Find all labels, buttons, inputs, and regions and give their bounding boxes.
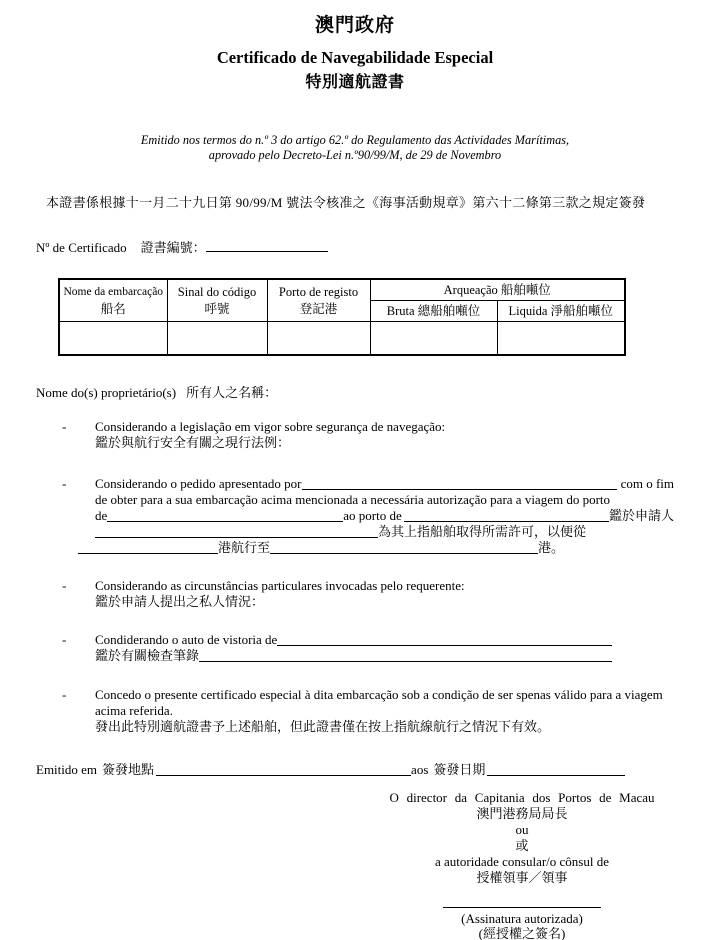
signature-blank-line	[443, 886, 601, 908]
clause-legislation-pt: Considerando a legislação em vigor sobre segurança de navegação:	[95, 419, 446, 434]
clause-request-zh-line4: 為其上指船舶取得所需許可，以便從	[378, 524, 587, 539]
col-header-registry-port-zh: 登記港	[299, 301, 338, 316]
col-header-code-signal-zh: 呼號	[204, 301, 230, 316]
clause-legislation-zh: 鑑於與航行安全有關之現行法例：	[95, 435, 291, 450]
owners-label-zh: 所有人之名稱：	[186, 385, 278, 400]
clause-request-pt-end: com o fim	[620, 476, 674, 491]
clause-dash: -	[62, 687, 67, 702]
clause-request-pt-start: Considerando o pedido apresentado por	[95, 476, 302, 491]
col-header-tonnage: Arqueação 船舶噸位	[370, 279, 625, 301]
vessel-table	[58, 278, 626, 356]
clause-request-pt-line2: de obter para a sua embarcação acima mencionada a necessária autorização para a viagem do porto	[95, 492, 611, 507]
clause-circumstances-pt: Considerando as circunstâncias particulares invocadas pelo requerente:	[95, 578, 465, 593]
issued-at-label-zh: 簽發地點	[102, 762, 155, 777]
clause-request-zh-applicant: 鑑於申請人	[608, 508, 674, 523]
col-header-code-signal	[167, 279, 267, 322]
vessel-table-header-row1	[59, 279, 625, 301]
clause-circumstances-zh: 鑑於申請人提出之私人情況：	[95, 594, 265, 609]
issued-at-label-pt: Emitido em	[36, 762, 98, 777]
government-title: 澳門政府	[314, 15, 395, 36]
col-header-registry-port	[267, 279, 370, 322]
clause-request-zh-port1: 港航行至	[218, 540, 271, 555]
certificate-number-line	[36, 237, 674, 256]
survey-report-zh-blank	[199, 661, 612, 662]
issue-date-blank	[487, 775, 625, 776]
signatory-or-zh: 或	[515, 838, 529, 853]
applicant-name-zh-blank	[95, 537, 378, 538]
certificate-number-label-pt: Nº de Certificado	[36, 240, 127, 255]
from-port-zh-blank	[78, 553, 218, 554]
survey-report-blank	[277, 645, 612, 646]
clause-request-to-label: ao porto de	[343, 508, 402, 523]
to-port-zh-blank	[270, 553, 538, 554]
signature-block	[372, 790, 672, 940]
signature-caption-pt: (Assinatura autorizada)	[461, 911, 583, 926]
col-header-code-signal-pt: Sinal do código	[177, 284, 257, 299]
clause-survey-zh: 鑑於有關檢查筆錄	[95, 648, 200, 663]
clause-dash: -	[62, 578, 67, 593]
signatory-director-zh: 澳門港務局局長	[476, 806, 568, 821]
clause-request-from-label: de	[95, 508, 108, 523]
to-port-blank	[404, 521, 609, 522]
col-header-net-tonnage: Liquida 淨船舶噸位	[497, 301, 625, 322]
clause-survey-pt: Condiderando o auto de vistoria de	[95, 632, 278, 647]
col-header-gross-tonnage: Bruta 總船舶噸位	[370, 301, 497, 322]
clause-legislation	[62, 419, 674, 451]
vessel-table-data-row	[59, 322, 625, 356]
from-port-blank	[107, 521, 343, 522]
clause-circumstances	[62, 578, 674, 610]
issue-line	[36, 761, 674, 778]
col-header-vessel-name	[59, 279, 167, 322]
signature-caption-zh: (經授權之簽名)	[478, 926, 566, 940]
issued-on-label-pt: aos	[411, 762, 429, 777]
signatory-consul-pt: a autoridade consular/o cônsul de	[435, 854, 609, 869]
owners-label-pt: Nome do(s) proprietário(s)	[36, 385, 177, 400]
clause-dash: -	[62, 476, 67, 491]
clause-dash: -	[62, 419, 67, 434]
clause-request-zh-port2: 港。	[538, 540, 565, 555]
certificate-number-label-zh: 證書編號：	[140, 240, 206, 255]
applicant-name-blank	[302, 489, 617, 490]
registry-port-cell	[267, 322, 370, 356]
col-header-registry-port-pt: Porto de registo	[278, 284, 359, 299]
legal-notice-line2: aprovado pelo Decreto-Lei n.º90/99/M, de 29 de Novembro	[208, 148, 502, 162]
issue-place-blank	[156, 775, 411, 776]
net-tonnage-cell	[497, 322, 625, 356]
gross-tonnage-cell	[370, 322, 497, 356]
certificate-number-blank	[206, 239, 328, 252]
code-signal-cell	[167, 322, 267, 356]
clause-survey	[62, 632, 674, 664]
certificate-title-zh: 特別適航證書	[305, 74, 405, 91]
col-header-vessel-name-pt: Nome da embarcação	[63, 285, 164, 298]
col-header-vessel-name-zh: 船名	[100, 301, 126, 316]
signatory-director-pt: O director da Capitania dos Portos de Macau	[389, 790, 655, 805]
clause-grant-pt-line1: Concedo o presente certificado especial à dita embarcação sob a condição de ser spenas válido para a viagem	[95, 687, 663, 702]
issued-on-label-zh: 簽發日期	[433, 762, 486, 777]
owners-line	[36, 382, 674, 401]
clause-request	[62, 476, 674, 556]
legal-notice	[36, 133, 674, 163]
clause-grant-pt-line2: acima referida.	[95, 703, 173, 718]
signatory-consul-zh: 授權領事／領事	[476, 870, 568, 885]
legal-notice-zh: 本證書係根據十一月二十九日第 90/99/M 號法令核准之《海事活動規章》第六十二條第三款之規定簽發	[46, 195, 646, 210]
signatory-or-pt: ou	[515, 822, 529, 837]
certificate-title-pt: Certificado de Navegabilidade Especial	[216, 48, 494, 67]
clause-grant-zh: 發出此特別適航證書予上述船舶，但此證書僅在按上指航線航行之情況下有效。	[95, 719, 551, 734]
clause-dash: -	[62, 632, 67, 647]
vessel-name-cell	[59, 322, 167, 356]
legal-notice-line1: Emitido nos termos do n.º 3 do artigo 62.º do Regulamento das Actividades Marítimas,	[140, 133, 570, 147]
clause-grant	[62, 687, 674, 735]
